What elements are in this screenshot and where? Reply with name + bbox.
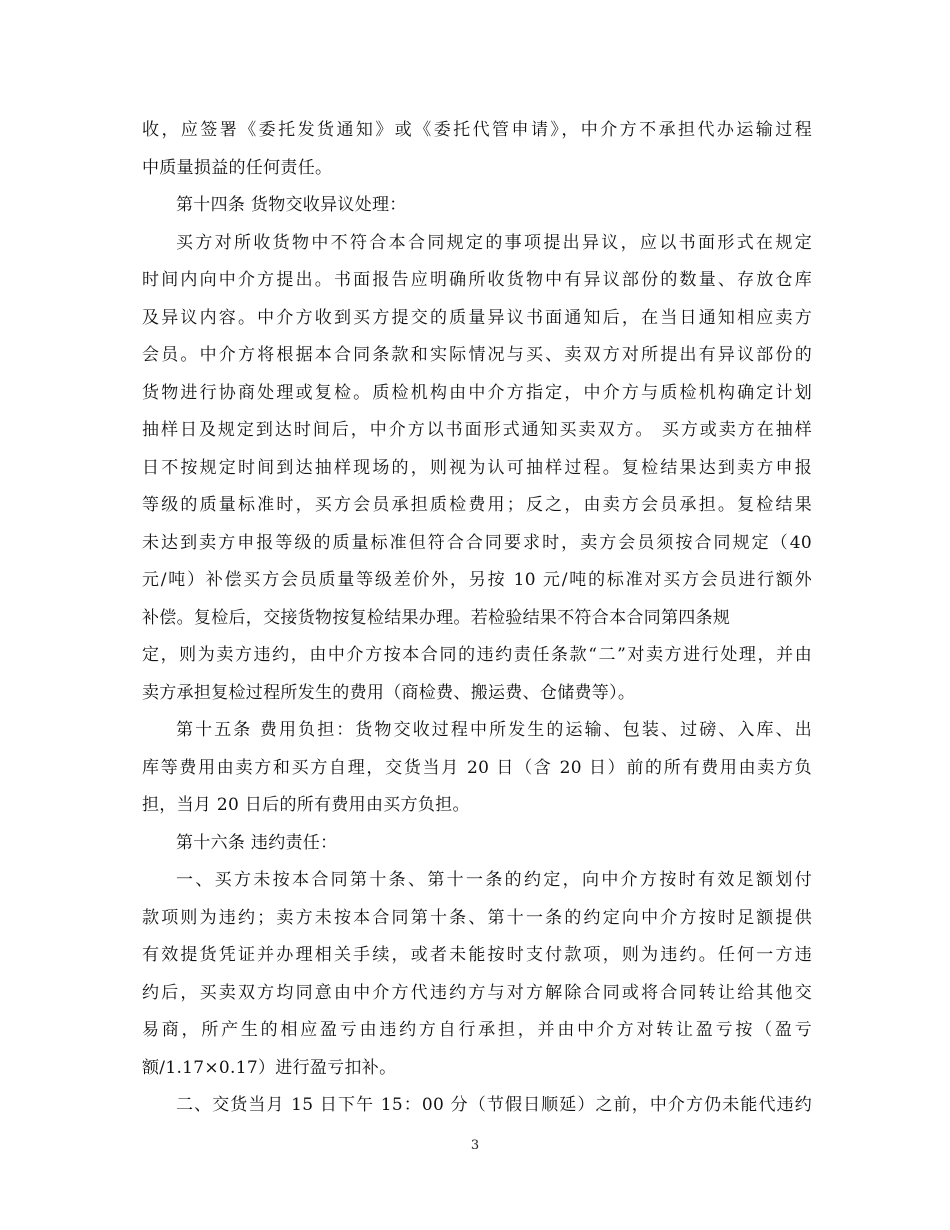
text-line: 一、买方未按本合同第十条、第十一条的约定，向中介方按时有效足额划付 [176, 870, 812, 890]
text-line: 二、交货当月 15 日下午 15：00 分（节假日顺延）之前，中介方仍未能代违约 [176, 1095, 812, 1115]
text-line: 易商，所产生的相应盈亏由违约方自行承担，并由中介方对转让盈亏按（盈亏 [142, 1020, 812, 1040]
text-line: 货物进行协商处理或复检。质检机构由中介方指定，中介方与质检机构确定计划 [142, 382, 812, 403]
text-line: 补偿。复检后，交接货物按复检结果办理。若检验结果不符合本合同第四条规 [142, 607, 731, 628]
text-line: 抽样日及规定到达时间后，中介方以书面形式通知买卖双方。 买方或卖方在抽样 [142, 420, 812, 440]
text-line: 买方对所收货物中不符合本合同规定的事项提出异议，应以书面形式在规定 [176, 232, 812, 253]
text-line: 中质量损益的任何责任。 [142, 157, 333, 178]
text-line: 第十四条 货物交收异议处理： [176, 195, 407, 215]
text-line: 等级的质量标准时，买方会员承担质检费用；反之，由卖方会员承担。复检结果 [142, 495, 812, 515]
text-line: 未达到卖方申报等级的质量标准但符合合同要求时，卖方会员须按合同规定（40 [142, 532, 812, 553]
text-line: 定，则为卖方违约，由中介方按本合同的违约责任条款“二”对卖方进行处理，并由 [142, 645, 812, 665]
text-line: 元/吨）补偿买方会员质量等级差价外，另按 10 元/吨的标准对买方会员进行额外 [142, 570, 812, 590]
text-line: 日不按规定时间到达抽样现场的，则视为认可抽样过程。复检结果达到卖方申报 [142, 457, 812, 478]
text-line: 有效提货凭证并办理相关手续，或者未能按时支付款项，则为违约。任何一方违 [142, 945, 812, 965]
text-line: 担，当月 20 日后的所有费用由买方负担。 [142, 795, 470, 815]
text-line: 第十五条 费用负担：货物交收过程中所发生的运输、包装、过磅、入库、出 [176, 720, 812, 740]
text-line: 款项则为违约；卖方未按本合同第十条、第十一条的约定向中介方按时足额提供 [142, 907, 812, 928]
document-body [142, 112, 812, 1125]
text-line: 收，应签署《委托发货通知》或《委托代管申请》，中介方不承担代办运输过程 [142, 120, 812, 140]
page-number: 3 [470, 1138, 480, 1153]
text-line: 第十六条 违约责任： [176, 832, 338, 853]
text-line: 时间内向中介方提出。书面报告应明确所收货物中有异议部份的数量、存放仓库 [142, 270, 812, 290]
text-line: 额/1.17×0.17）进行盈亏扣补。 [142, 1057, 397, 1078]
text-line: 卖方承担复检过程所发生的费用（商检费、搬运费、仓储费等）。 [142, 682, 636, 703]
text-line: 会员。中介方将根据本合同条款和实际情况与买、卖双方对所提出有异议部份的 [142, 345, 812, 365]
text-line: 及异议内容。中介方收到买方提交的质量异议书面通知后，在当日通知相应卖方 [142, 307, 812, 328]
text-line: 库等费用由卖方和买方自理，交货当月 20 日（含 20 日）前的所有费用由卖方负 [142, 757, 812, 778]
text-line: 约后，买卖双方均同意由中介方代违约方与对方解除合同或将合同转让给其他交 [142, 982, 812, 1003]
